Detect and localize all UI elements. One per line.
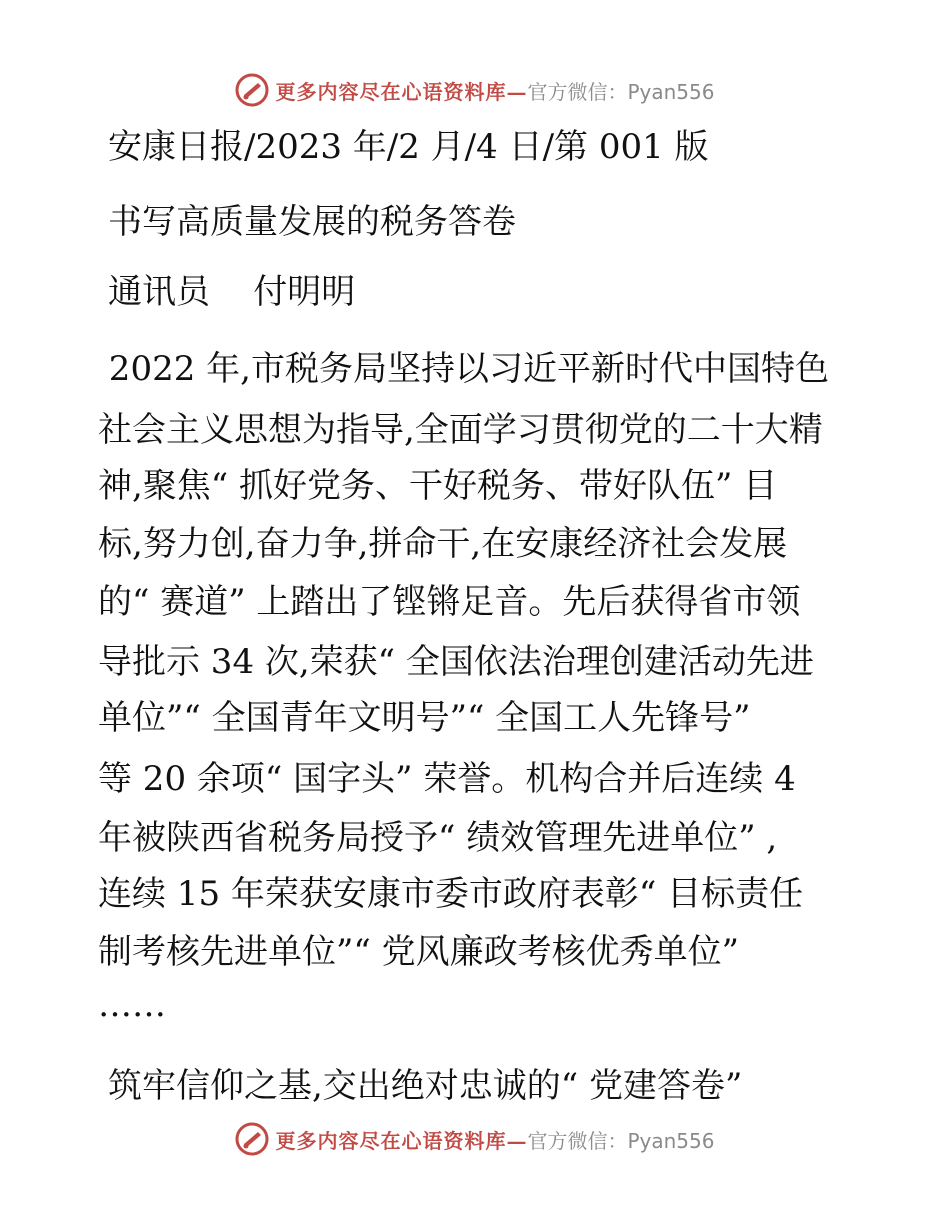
byline: 通讯员 付明明	[108, 272, 356, 312]
paragraph-line: ……	[98, 985, 166, 1025]
watermark-text-primary: 更多内容尽在心语资料库—	[275, 79, 528, 104]
paragraph-line: 的“ 赛道” 上踏出了铿锵足音。先后获得省市领	[98, 582, 801, 622]
source-line: 安康日报/2023 年/2 月/4 日/第 001 版	[108, 127, 709, 167]
section-heading: 筑牢信仰之基,交出绝对忠诚的“ 党建答卷”	[108, 1066, 743, 1106]
paragraph-line: 年被陕西省税务局授予“ 绩效管理先进单位” ,	[98, 818, 778, 858]
article-title: 书写高质量发展的税务答卷	[108, 202, 516, 242]
paragraph-line: 连续 15 年荣获安康市委市政府表彰“ 目标责任	[98, 874, 804, 914]
paragraph-line: 制考核先进单位”“ 党风廉政考核优秀单位”	[98, 932, 739, 972]
logo-icon	[235, 1122, 269, 1156]
paragraph-line: 单位”“ 全国青年文明号”“ 全国工人先锋号”	[98, 698, 751, 738]
paragraph-line: 标,努力创,奋力争,拼命干,在安康经济社会发展	[98, 524, 788, 564]
paragraph-line: 神,聚焦“ 抓好党务、干好税务、带好队伍” 目	[98, 466, 778, 506]
watermark-bottom	[0, 1119, 950, 1159]
watermark-text-secondary: 官方微信：Pyan556	[527, 1128, 715, 1153]
watermark-top	[0, 70, 950, 110]
watermark-text-primary: 更多内容尽在心语资料库—	[275, 1128, 528, 1153]
paragraph-line: 2022 年,市税务局坚持以习近平新时代中国特色	[98, 349, 829, 389]
paragraph-line: 社会主义思想为指导,全面学习贯彻党的二十大精	[98, 410, 823, 450]
watermark-text-secondary: 官方微信：Pyan556	[527, 79, 715, 104]
paragraph-line: 等 20 余项“ 国字头” 荣誉。机构合并后连续 4	[98, 759, 796, 799]
logo-icon	[235, 73, 269, 107]
paragraph-line: 导批示 34 次,荣获“ 全国依法治理创建活动先进	[98, 642, 814, 682]
